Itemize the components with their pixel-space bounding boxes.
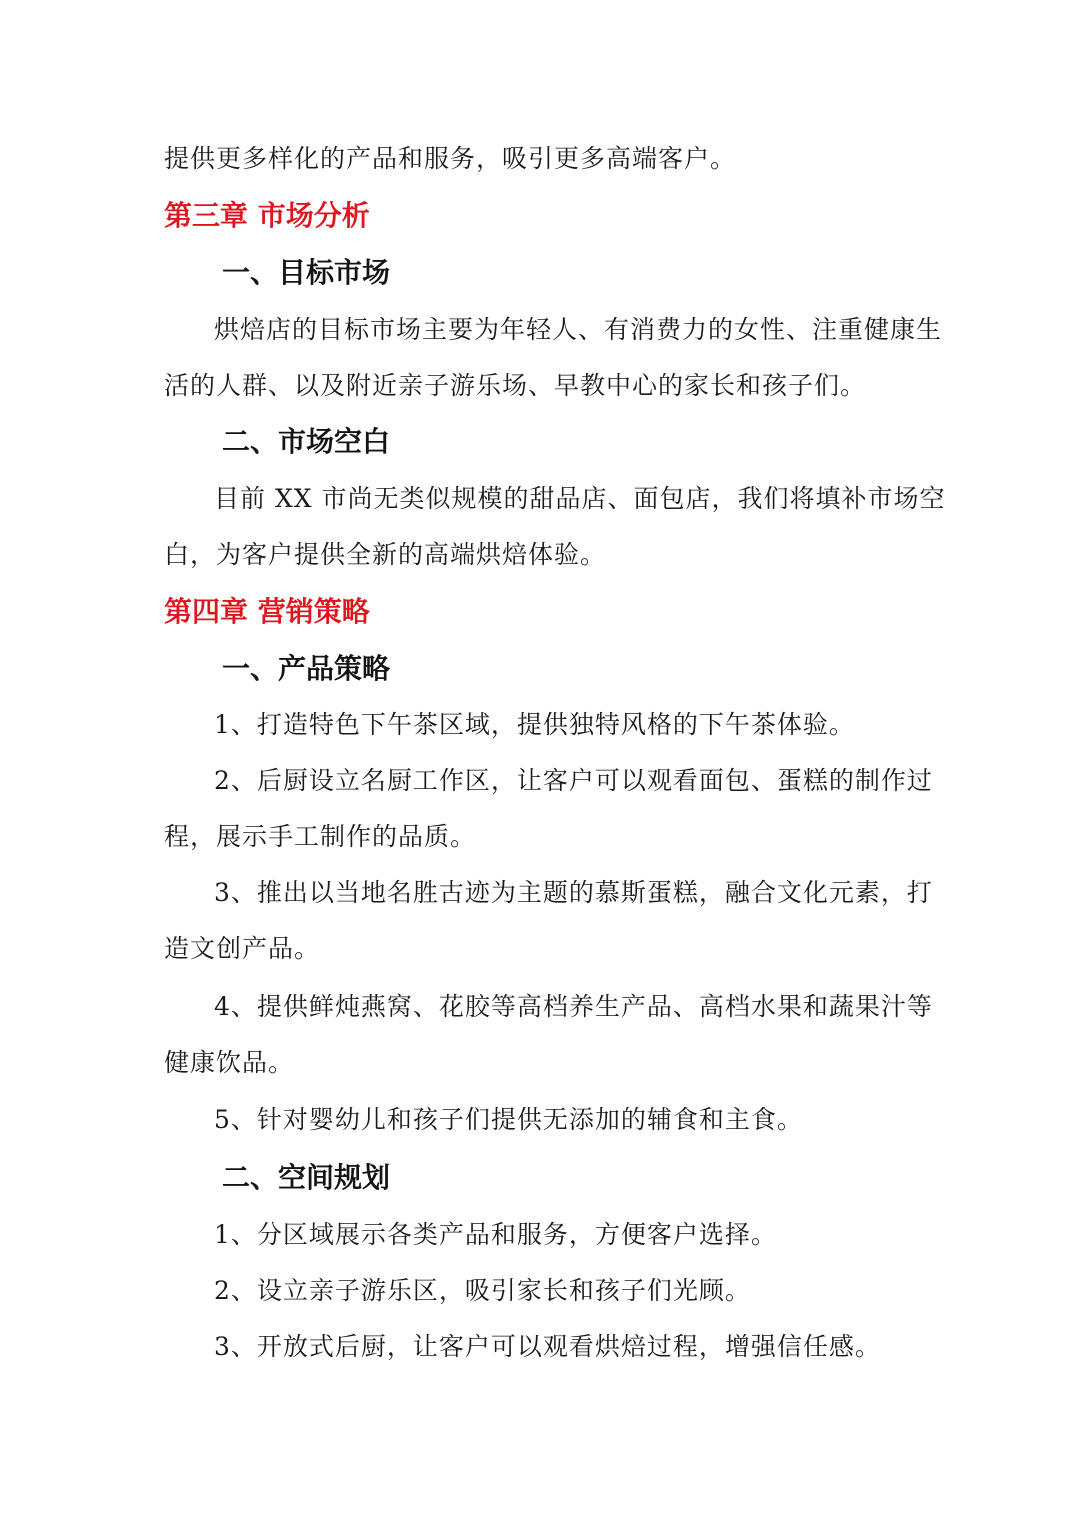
list-item-line: 3、推出以当地名胜古迹为主题的慕斯蛋糕，融合文化元素，打 (214, 878, 933, 907)
list-item-line: 1、分区域展示各类产品和服务，方便客户选择。 (214, 1220, 777, 1249)
list-item-line: 1、打造特色下午茶区域，提供独特风格的下午茶体验。 (214, 710, 855, 739)
list-item-line: 程，展示手工制作的品质。 (164, 822, 477, 851)
list-item-line: 造文创产品。 (164, 934, 321, 963)
section-product-strategy-heading: 一、产品策略 (222, 652, 391, 685)
chapter-4-heading: 第四章 营销策略 (164, 595, 370, 628)
section-target-market-heading: 一、目标市场 (222, 256, 391, 289)
list-item-line: 4、提供鲜炖燕窝、花胶等高档养生产品、高档水果和蔬果汁等 (214, 992, 933, 1021)
list-item-line: 3、开放式后厨，让客户可以观看烘焙过程，增强信任感。 (214, 1332, 881, 1361)
section-market-gap-heading: 二、市场空白 (222, 425, 391, 458)
paragraph-line: 烘焙店的目标市场主要为年轻人、有消费力的女性、注重健康生 (214, 315, 943, 344)
paragraph-line: 白，为客户提供全新的高端烘焙体验。 (164, 540, 607, 569)
intro-paragraph-line: 提供更多样化的产品和服务，吸引更多高端客户。 (164, 144, 737, 173)
section-space-planning-heading: 二、空间规划 (222, 1161, 391, 1194)
paragraph-line: 目前 XX 市尚无类似规模的甜品店、面包店，我们将填补市场空 (214, 484, 946, 513)
list-item-line: 2、后厨设立名厨工作区，让客户可以观看面包、蛋糕的制作过 (214, 766, 933, 795)
list-item-line: 健康饮品。 (164, 1048, 295, 1077)
chapter-3-heading: 第三章 市场分析 (164, 199, 370, 232)
paragraph-line: 活的人群、以及附近亲子游乐场、早教中心的家长和孩子们。 (164, 371, 867, 400)
list-item-line: 5、针对婴幼儿和孩子们提供无添加的辅食和主食。 (214, 1105, 803, 1134)
list-item-line: 2、设立亲子游乐区，吸引家长和孩子们光顾。 (214, 1276, 751, 1305)
